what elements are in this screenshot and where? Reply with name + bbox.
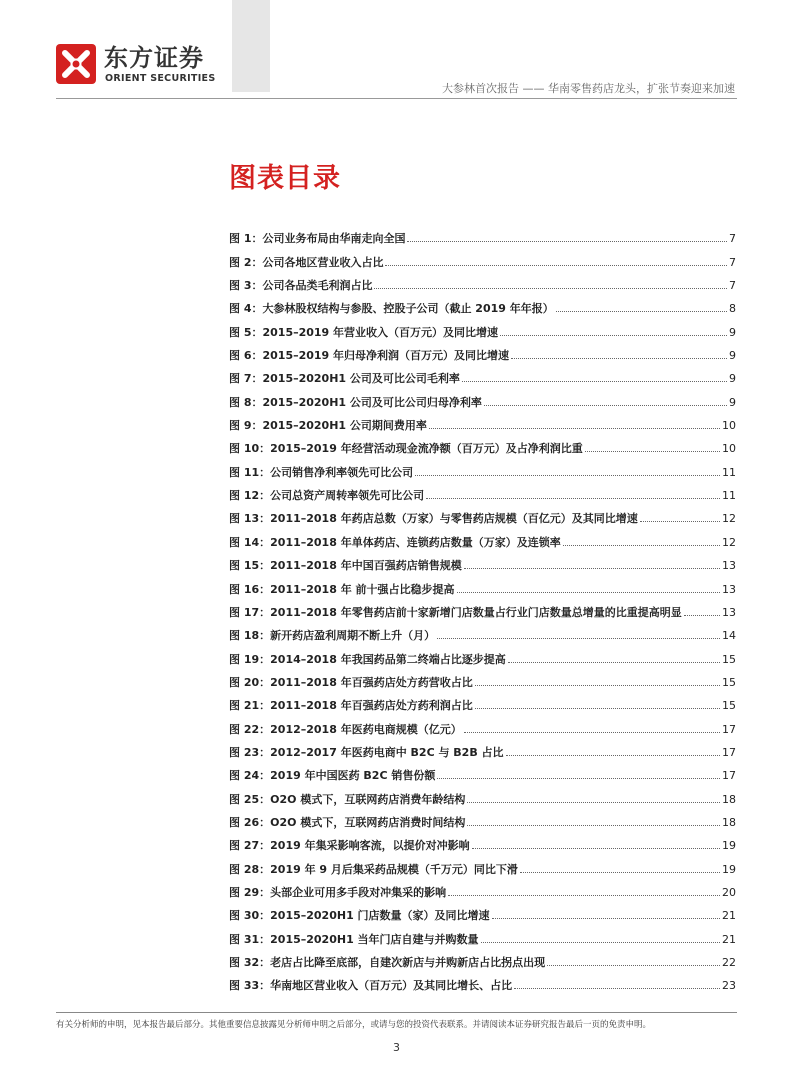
toc-entry-page-number: 10 [722,442,736,456]
toc-entry[interactable] [229,246,736,269]
toc-entry-label: 图 17：2011–2018 年零售药店前十家新增门店数量占行业门店数量总增量的比重提高明显 [229,605,682,619]
toc-entry-label: 图 30：2015–2020H1 门店数量（家）及同比增速 [229,909,490,923]
toc-entry[interactable] [229,783,736,806]
toc-dot-leader [464,568,720,569]
toc-dot-leader [462,381,727,382]
toc-entry-label: 图 4：大参林股权结构与参股、控股子公司（截止 2019 年年报） [229,302,554,316]
toc-entry-page-number: 8 [729,302,736,316]
toc-entry-label: 图 28：2019 年 9 月后集采药品规模（千万元）同比下滑 [229,862,518,876]
toc-entry-page-number: 7 [729,255,736,269]
toc-entry[interactable] [229,643,736,666]
toc-entry[interactable] [229,456,736,479]
toc-dot-leader [464,732,720,733]
page-title: 图表目录 [229,163,341,194]
toc-entry-label: 图 25：O2O 模式下，互联网药店消费年龄结构 [229,792,466,806]
toc-entry[interactable] [229,503,736,526]
toc-entry[interactable] [229,760,736,783]
toc-dot-leader [508,662,720,663]
toc-dot-leader [547,965,720,966]
company-logo [56,44,246,88]
toc-entry-page-number: 14 [722,629,736,643]
toc-entry-label: 图 29：头部企业可用多手段对冲集采的影响 [229,885,447,899]
toc-entry-page-number: 21 [722,932,736,946]
toc-entry-page-number: 15 [722,652,736,666]
toc-entry-page-number: 13 [722,605,736,619]
toc-entry-label: 图 15：2011–2018 年中国百强药店销售规模 [229,559,462,573]
toc-dot-leader [481,942,720,943]
toc-entry-page-number: 23 [722,979,736,993]
toc-entry-label: 图 12：公司总资产周转率领先可比公司 [229,489,425,503]
toc-entry-page-number: 18 [722,815,736,829]
toc-entry-label: 图 26：O2O 模式下，互联网药店消费时间结构 [229,815,466,829]
toc-entry-page-number: 12 [722,512,736,526]
toc-entry-label: 图 2：公司各地区营业收入占比 [229,255,384,269]
toc-dot-leader [684,615,720,616]
toc-dot-leader [457,592,720,593]
toc-dot-leader [520,872,720,873]
toc-entry[interactable] [229,293,736,316]
toc-entry-label: 图 7：2015–2020H1 公司及可比公司毛利率 [229,372,460,386]
toc-entry-page-number: 7 [729,279,736,293]
toc-entry-label: 图 13：2011–2018 年药店总数（万家）与零售药店规模（百亿元）及其同比增速 [229,512,638,526]
toc-entry-page-number: 22 [722,956,736,969]
toc-entry-label: 图 6：2015–2019 年归母净利润（百万元）及同比增速 [229,349,510,363]
toc-entry[interactable] [229,947,736,970]
toc-dot-leader [472,848,720,849]
toc-dot-leader [429,428,720,429]
toc-entry-page-number: 11 [722,465,736,479]
toc-entry-label: 图 1：公司业务布局由华南走向全国 [229,232,406,246]
toc-entry[interactable] [229,737,736,760]
toc-entry-label: 图 11：公司销售净利率领先可比公司 [229,465,414,479]
toc-entry[interactable] [229,620,736,643]
toc-entry-label: 图 21：2011–2018 年百强药店处方药利润占比 [229,699,473,713]
figure-table-of-contents [229,223,736,993]
toc-dot-leader [506,755,720,756]
toc-entry[interactable] [229,433,736,456]
toc-entry[interactable] [229,853,736,876]
toc-entry-page-number: 15 [722,675,736,689]
toc-dot-leader [467,802,720,803]
header-divider [56,98,737,99]
toc-entry-label: 图 18：新开药店盈利周期不断上升（月） [229,629,436,643]
toc-entry-page-number: 17 [722,745,736,759]
toc-entry-page-number: 19 [722,839,736,853]
toc-dot-leader [374,288,727,289]
toc-entry[interactable] [229,550,736,573]
toc-entry-page-number: 9 [729,325,736,339]
toc-entry[interactable] [229,270,736,293]
disclaimer-text: 有关分析师的申明，见本报告最后部分。其他重要信息披露见分析师申明之后部分，或请与您的投资代表联系。并请阅读本证券研究报告最后一页的免责申明。 [56,1020,652,1030]
toc-dot-leader [437,778,720,779]
toc-dot-leader [437,638,720,639]
toc-entry-page-number: 11 [722,489,736,503]
toc-entry[interactable] [229,573,736,596]
toc-entry[interactable] [229,363,736,386]
toc-dot-leader [426,498,720,499]
toc-entry[interactable] [229,410,736,433]
toc-entry-label: 图 24：2019 年中国医药 B2C 销售份额 [229,769,436,783]
toc-entry-page-number: 9 [729,372,736,386]
toc-entry-page-number: 19 [722,862,736,876]
toc-entry-page-number: 17 [722,722,736,736]
brand-name-en: ORIENT SECURITIES [105,73,216,84]
toc-entry[interactable] [229,386,736,409]
toc-dot-leader [448,895,720,896]
toc-entry-label: 图 23：2012–2017 年医药电商中 B2C 与 B2B 占比 [229,745,504,759]
toc-dot-leader [500,335,727,336]
toc-entry-page-number: 9 [729,349,736,363]
toc-entry[interactable] [229,807,736,830]
toc-entry-page-number: 15 [722,699,736,713]
toc-entry-label: 图 31：2015–2020H1 当年门店自建与并购数量 [229,932,479,946]
toc-dot-leader [484,405,727,406]
toc-dot-leader [556,311,727,312]
toc-entry[interactable] [229,900,736,923]
toc-entry-label: 图 22：2012–2018 年医药电商规模（亿元） [229,722,462,736]
toc-entry-label: 图 14：2011–2018 年单体药店、连锁药店数量（万家）及连锁率 [229,535,561,549]
toc-entry[interactable] [229,877,736,900]
toc-entry-label: 图 5：2015–2019 年营业收入（百万元）及同比增速 [229,325,499,339]
toc-entry-page-number: 20 [722,885,736,899]
toc-dot-leader [475,685,720,686]
report-subtitle: 大参林首次报告 —— 华南零售药店龙头，扩张节奏迎来加速 [442,82,735,95]
toc-entry-page-number: 17 [722,769,736,783]
toc-dot-leader [385,265,727,266]
toc-dot-leader [467,825,720,826]
toc-entry[interactable] [229,526,736,549]
toc-entry-label: 图 8：2015–2020H1 公司及可比公司归母净利率 [229,395,482,409]
toc-entry-label: 图 32：老店占比降至底部，自建次新店与并购新店占比拐点出现 [229,956,546,969]
toc-entry-label: 图 9：2015–2020H1 公司期间费用率 [229,419,427,433]
toc-dot-leader [492,918,720,919]
page-number: 3 [393,1041,400,1054]
toc-dot-leader [511,358,727,359]
toc-entry-page-number: 13 [722,559,736,573]
footer-divider [56,1012,737,1013]
toc-entry-label: 图 27：2019 年集采影响客流，以提价对冲影响 [229,839,470,853]
toc-entry[interactable] [229,597,736,620]
toc-entry-page-number: 9 [729,395,736,409]
toc-dot-leader [415,475,720,476]
toc-entry-label: 图 19：2014–2018 年我国药品第二终端占比逐步提高 [229,652,506,666]
toc-entry[interactable] [229,690,736,713]
toc-entry-label: 图 16：2011–2018 年 前十强占比稳步提高 [229,582,455,596]
toc-dot-leader [475,708,720,709]
toc-entry-label: 图 33：华南地区营业收入（百万元）及其同比增长、占比 [229,979,513,993]
toc-entry-page-number: 13 [722,582,736,596]
toc-dot-leader [563,545,720,546]
toc-entry-label: 图 10：2015–2019 年经营活动现金流净额（百万元）及占净利润比重 [229,442,583,456]
toc-entry[interactable] [229,830,736,853]
orient-securities-logo-icon [56,44,96,84]
toc-entry[interactable] [229,316,736,339]
brand-name-cn: 东方证券 [104,44,204,72]
toc-entry[interactable] [229,923,736,946]
toc-entry-page-number: 12 [722,535,736,549]
toc-entry[interactable] [229,970,736,993]
toc-entry-page-number: 21 [722,909,736,923]
toc-dot-leader [514,988,720,989]
toc-entry-label: 图 3：公司各品类毛利润占比 [229,279,373,293]
toc-dot-leader [407,241,727,242]
toc-entry-page-number: 10 [722,419,736,433]
toc-entry[interactable] [229,713,736,736]
toc-entry[interactable] [229,340,736,363]
toc-entry[interactable] [229,667,736,690]
toc-entry[interactable] [229,223,736,246]
toc-dot-leader [585,451,720,452]
toc-entry-label: 图 20：2011–2018 年百强药店处方药营收占比 [229,675,473,689]
toc-entry-page-number: 7 [729,232,736,246]
toc-entry[interactable] [229,480,736,503]
toc-entry-page-number: 18 [722,792,736,806]
toc-dot-leader [640,521,720,522]
